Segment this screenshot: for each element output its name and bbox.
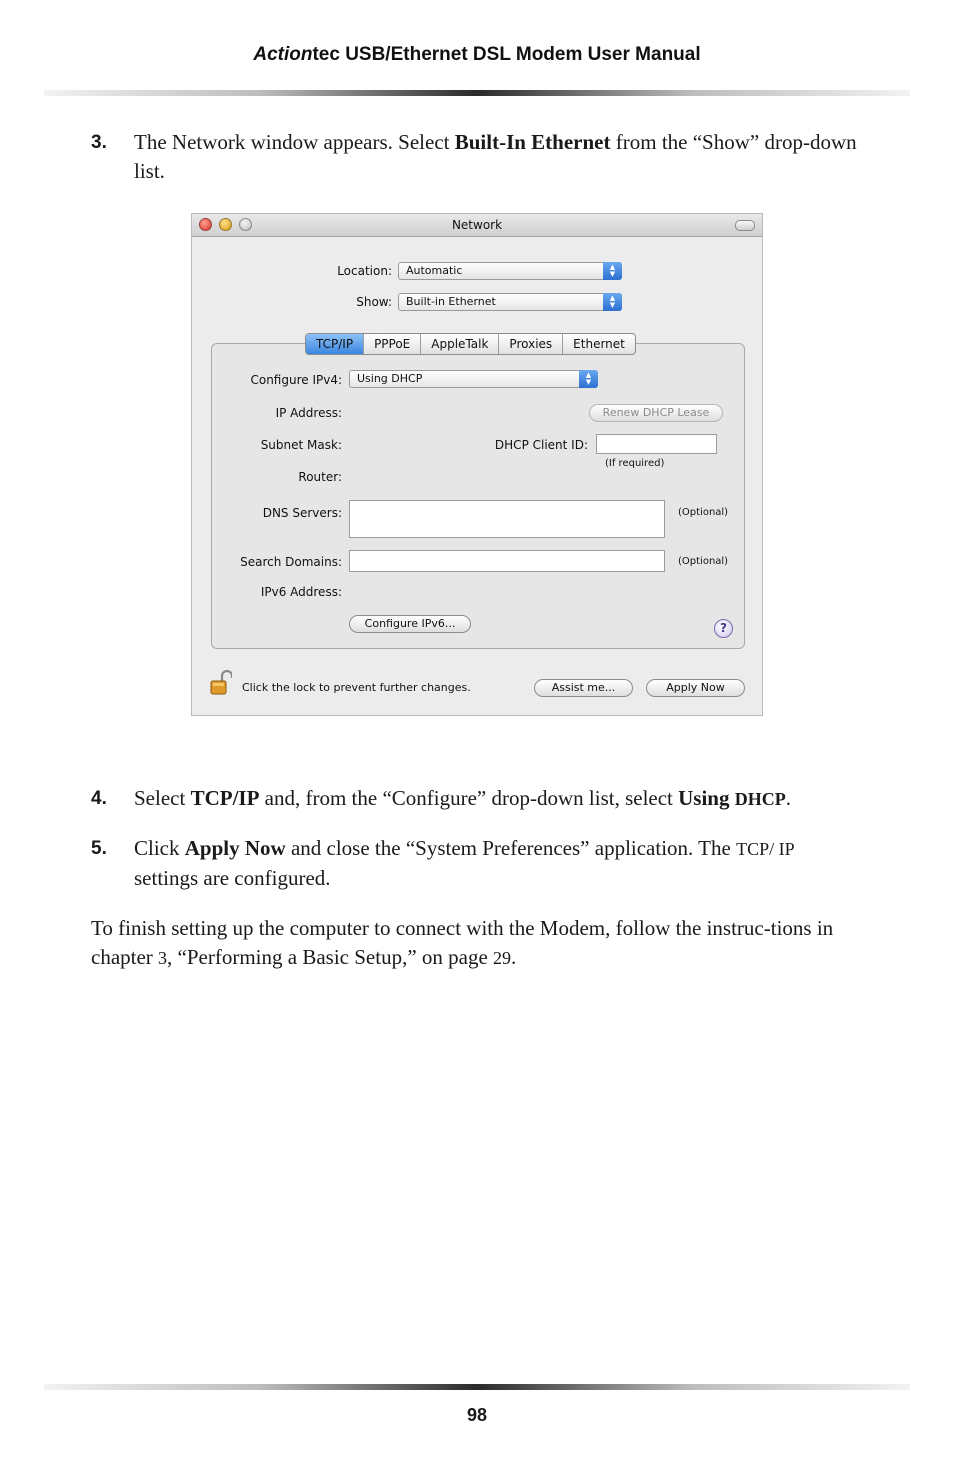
step-4 bbox=[91, 784, 861, 814]
configure-ipv4-value: Using DHCP bbox=[357, 372, 423, 385]
tab-appletalk[interactable]: AppleTalk bbox=[421, 334, 499, 354]
window-titlebar bbox=[192, 214, 762, 237]
step-text-bold-smallcaps: DHCP bbox=[734, 789, 786, 809]
toolbar-toggle-icon[interactable] bbox=[735, 220, 755, 231]
location-popup[interactable] bbox=[398, 262, 622, 280]
step-text-pre: The Network window appears. Select bbox=[134, 130, 455, 154]
step-text-post: from the “Show” drop-down list. bbox=[134, 130, 857, 183]
show-value: Built-in Ethernet bbox=[406, 295, 496, 308]
step-text-bold: Built-In Ethernet bbox=[454, 130, 611, 154]
step-text-bold: Using bbox=[678, 786, 735, 810]
lock-text: Click the lock to prevent further changes. bbox=[242, 681, 471, 694]
step-text-pre: Click bbox=[134, 836, 185, 860]
ip-address-label: IP Address: bbox=[275, 406, 342, 420]
lock-icon[interactable] bbox=[210, 670, 232, 696]
tab-pppoe[interactable]: PPPoE bbox=[364, 334, 421, 354]
step-text-post: settings are configured. bbox=[134, 866, 331, 890]
router-label: Router: bbox=[298, 470, 342, 484]
chevron-updown-icon: ▲ ▼ bbox=[579, 370, 598, 388]
configure-ipv4-label: Configure IPv4: bbox=[250, 373, 342, 387]
closing-paragraph bbox=[91, 914, 866, 973]
step-number: 5. bbox=[91, 838, 107, 859]
step-text bbox=[134, 784, 861, 814]
step-text-mid: and, from the “Configure” drop-down list, select bbox=[259, 786, 679, 810]
step-text-bold: Apply Now bbox=[184, 836, 286, 860]
step-text-pre: Select bbox=[134, 786, 191, 810]
closing-text-pre: To finish setting up the computer to connect with the Modem, follow the instruc-tions in chapter bbox=[91, 916, 834, 969]
page-reference: 29 bbox=[493, 948, 512, 968]
dhcp-client-id-field[interactable] bbox=[596, 434, 717, 454]
configure-ipv6-button[interactable]: Configure IPv6... bbox=[349, 615, 471, 633]
tab-proxies[interactable]: Proxies bbox=[499, 334, 563, 354]
closing-text-mid: , “Performing a Basic Setup,” on page bbox=[167, 945, 494, 969]
chapter-number: 3 bbox=[158, 948, 168, 968]
apply-now-button[interactable]: Apply Now bbox=[646, 679, 745, 697]
tab-tcpip[interactable]: TCP/IP bbox=[306, 334, 364, 354]
location-label: Location: bbox=[337, 264, 392, 278]
step-text-smallcaps: TCP/ IP bbox=[736, 839, 795, 859]
dns-servers-field[interactable] bbox=[349, 500, 665, 538]
show-popup[interactable] bbox=[398, 293, 622, 311]
search-domains-label: Search Domains: bbox=[240, 555, 342, 569]
tcpip-panel bbox=[211, 343, 745, 649]
subnet-mask-label: Subnet Mask: bbox=[260, 438, 342, 452]
header-brand: Action bbox=[253, 44, 313, 65]
chevron-updown-icon: ▲ ▼ bbox=[603, 293, 622, 311]
dns-servers-label: DNS Servers: bbox=[262, 506, 342, 520]
step-text-bold: TCP/IP bbox=[190, 786, 260, 810]
step-text bbox=[134, 834, 861, 893]
footer-rule bbox=[44, 1384, 910, 1390]
renew-dhcp-lease-button[interactable]: Renew DHCP Lease bbox=[589, 404, 723, 422]
step-5 bbox=[91, 834, 861, 893]
page-number: 98 bbox=[466, 1405, 488, 1425]
if-required-note: (If required) bbox=[605, 458, 665, 469]
network-window-screenshot bbox=[191, 213, 763, 716]
configure-ipv4-popup[interactable] bbox=[349, 370, 598, 388]
dhcp-client-id-label: DHCP Client ID: bbox=[494, 438, 588, 452]
window-title: Network bbox=[451, 218, 503, 232]
search-optional-note: (Optional) bbox=[678, 556, 729, 567]
header-title-rest: tec USB/Ethernet DSL Modem User Manual bbox=[312, 44, 701, 65]
help-icon[interactable]: ? bbox=[714, 619, 733, 638]
step-number: 3. bbox=[91, 132, 107, 153]
chevron-updown-icon: ▲ ▼ bbox=[603, 262, 622, 280]
closing-text-post: . bbox=[511, 945, 517, 969]
search-domains-field[interactable] bbox=[349, 550, 665, 572]
step-text-mid: and close the “System Preferences” application. The bbox=[285, 836, 737, 860]
step-number: 4. bbox=[91, 788, 107, 809]
tab-ethernet[interactable]: Ethernet bbox=[573, 337, 625, 351]
dns-optional-note: (Optional) bbox=[678, 507, 729, 518]
step-3 bbox=[91, 128, 861, 186]
show-label: Show: bbox=[356, 295, 392, 309]
step-text-post: . bbox=[785, 786, 791, 810]
tab-bar bbox=[305, 333, 636, 355]
running-header bbox=[0, 44, 954, 66]
ipv6-address-label: IPv6 Address: bbox=[260, 585, 342, 599]
location-value: Automatic bbox=[406, 264, 463, 277]
assist-me-button[interactable]: Assist me... bbox=[534, 679, 633, 697]
step-text bbox=[134, 128, 861, 186]
header-rule bbox=[44, 90, 910, 96]
